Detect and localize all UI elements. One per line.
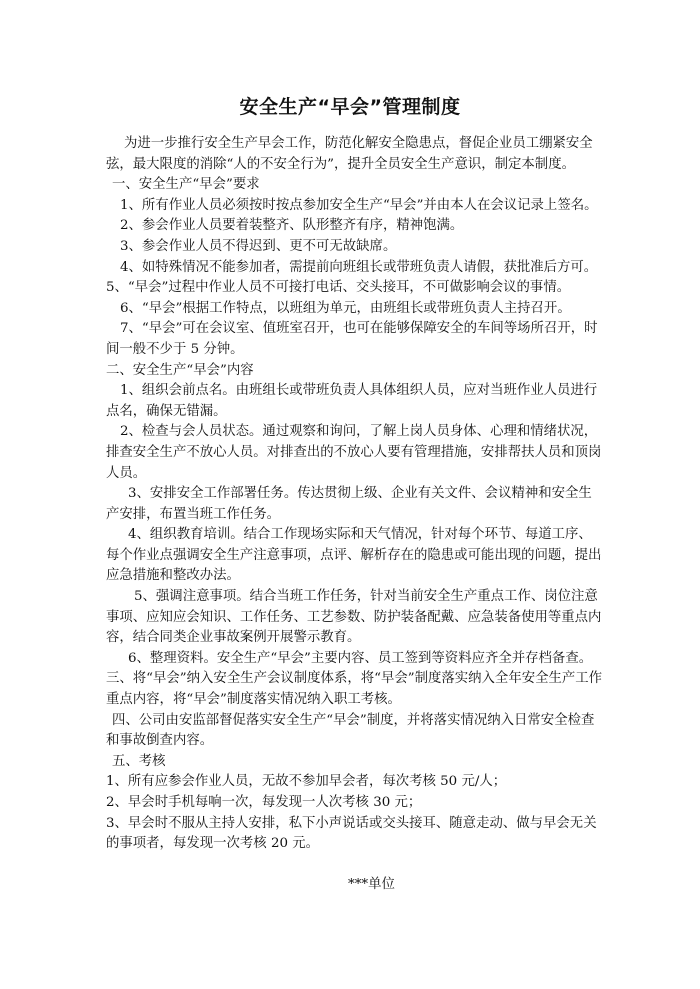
section-1-heading: 一、安全生产“早会”要求 (112, 177, 260, 193)
section-1-item-5: 5、“早会”过程中作业人员不可接打电话、交头接耳，不可做影响会议的事情。 (106, 280, 571, 296)
intro-paragraph: 为进一步推行安全生产早会工作，防范化解安全隐患点，督促企业员工绷紧安全弦，最大限度的消除“人的不安全行为”，提升全员安全生产意识，制定本制度。 (106, 136, 593, 172)
section-2-item-2: 2、检查与会人员状态。通过观察和询问，了解上岗人员身体、心理和情绪状况，排查安全生产不放心人员。对排查出的不放心人要有管理措施，安排帮扶人员和顶岗人员。 (106, 424, 602, 481)
document-title: 安全生产“早会”管理制度 (239, 96, 461, 118)
section-1-item-1: 1、所有作业人员必须按时按点参加安全生产“早会”并由本人在会议记录上签名。 (120, 197, 598, 213)
section-2-item-6: 6、整理资料。安全生产“早会”主要内容、员工签到等资料应齐全并存档备查。 (128, 650, 593, 666)
section-2-item-4: 4、组织教育培训。结合工作现场实际和天气情况，针对每个环节、每道工序、每个作业点强调安全生产注意事项，点评、解析存在的隐患或可能出现的问题，提出应急措施和整改办法。 (106, 527, 602, 584)
section-1-item-6: 6、“早会”根据工作特点，以班组为单元，由班组长或带班负责人主持召开。 (120, 300, 571, 316)
section-1-item-4: 4、如特殊情况不能参加者，需提前向班组长或带班负责人请假，获批准后方可。 (120, 259, 598, 275)
section-4-paragraph: 四、公司由安监部督促落实安全生产“早会”制度，并将落实情况纳入日常安全检查和事故倒查内容。 (106, 712, 595, 749)
section-5-item-2: 2、早会时手机每响一次，每发现一人次考核 30 元； (106, 795, 422, 810)
section-1-item-7: 7、“早会”可在会议室、值班室召开，也可在能够保障安全的车间等场所召开，时间一般不少于 5 分钟。 (106, 321, 598, 357)
section-5-item-3: 3、早会时不服从主持人安排，私下小声说话或交头接耳、随意走动、做与早会无关的事项者，每发现一次考核 20 元。 (106, 815, 597, 852)
document-body (106, 134, 604, 855)
section-1-item-3: 3、参会作业人员不得迟到、更不可无故缺席。 (120, 238, 397, 254)
section-2-heading: 二、安全生产“早会”内容 (106, 362, 254, 378)
section-2-item-3: 3、安排安全工作部署任务。传达贯彻上级、企业有关文件、会议精神和安全生产安排，布置当班工作任务。 (106, 486, 592, 522)
signature: ***单位 (348, 877, 395, 892)
section-5-item-1: 1、所有应参会作业人员，无故不参加早会者，每次考核 50 元/人； (106, 774, 507, 790)
section-5-heading: 五、考核 (112, 753, 166, 769)
section-3-paragraph: 三、将“早会”纳入安全生产会议制度体系，将“早会”制度落实纳入全年安全生产工作重点内容，将“早会”制度落实情况纳入职工考核。 (106, 671, 603, 708)
section-2-item-5: 5、强调注意事项。结合当班工作任务，针对当前安全生产重点工作、岗位注意事项、应知应会知识、工作任务、工艺参数、防护装备配戴、应急装备使用等重点内容，结合同类企业事故案例开展警示教育。 (106, 589, 602, 646)
section-2-item-1: 1、组织会前点名。由班组长或带班负责人具体组织人员，应对当班作业人员进行点名，确保无错漏。 (106, 383, 598, 419)
section-1-item-2: 2、参会作业人员要着装整齐、队形整齐有序，精神饱满。 (120, 218, 464, 234)
